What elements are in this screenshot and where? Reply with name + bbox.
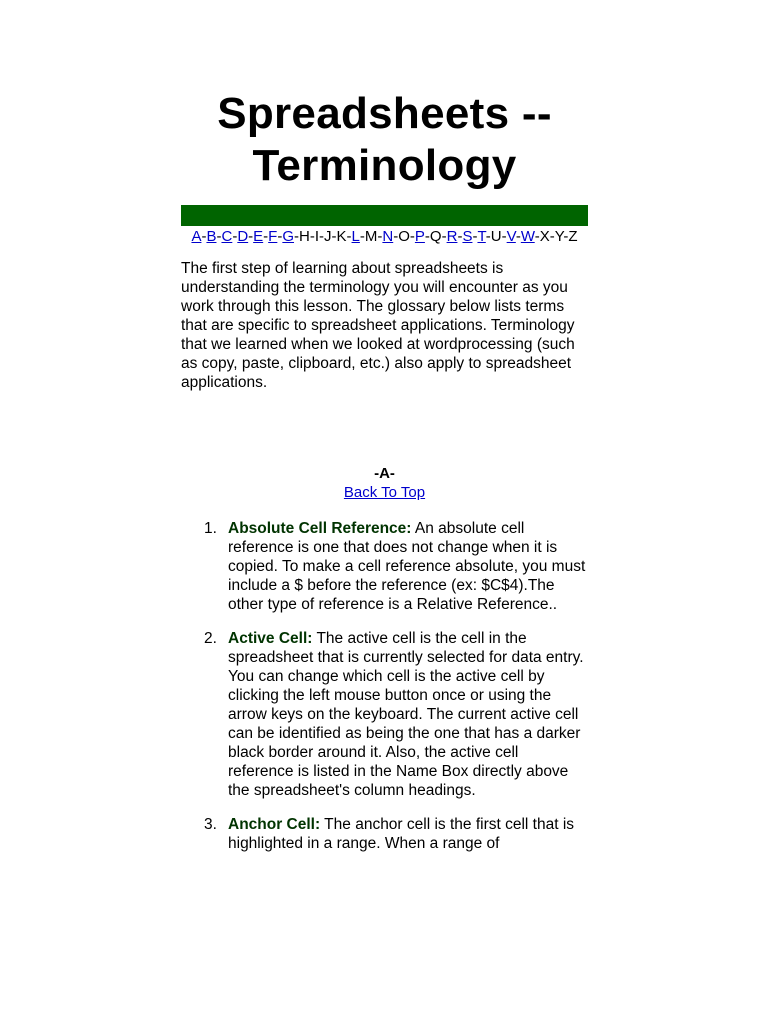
alphabet-separator: - <box>319 228 325 245</box>
alphabet-separator: - <box>549 228 555 245</box>
alphabet-separator: - <box>515 228 521 245</box>
item-number: 3. <box>204 816 217 833</box>
alphabet-separator: - <box>424 228 430 245</box>
section-header-a <box>181 464 588 502</box>
alphabet-separator: - <box>441 228 447 245</box>
alphabet-separator: - <box>232 228 238 245</box>
alphabet-link-p[interactable]: P <box>414 228 425 245</box>
alphabet-separator: - <box>534 228 540 245</box>
term-definition: An absolute cell reference is one that does not change when it is copied. To make a cell reference absolute, you must include a $ before the reference (ex: $C$4).The other type of reference is a Relative Reference.. <box>228 520 586 613</box>
item-number: 1. <box>204 520 217 537</box>
alphabet-link-e[interactable]: E <box>253 228 264 245</box>
term-name: Active Cell: <box>228 630 313 647</box>
alphabet-separator: - <box>377 228 383 245</box>
term-definition: The active cell is the cell in the spreadsheet that is currently selected for data entry. You can change which cell is the active cell by clicking the left mouse button once or using the arrow keys on the keyboard. The current active cell can be identified as being the one that has a darker black border around it. Also, the active cell reference is listed in the Name Box directly above the spreadsheet's column headings. <box>228 630 584 799</box>
alphabet-letter-u: U <box>490 228 502 245</box>
intro-paragraph: The first step of learning about spreadsheets is understanding the terminology you will encounter as you work through this lesson. The glossary below lists terms that are specific to spreadsheet applications. Terminology that we learned when we looked at wordprocessing (such as copy, paste, clipboard, etc.) also apply to spreadsheet applications. <box>181 260 575 391</box>
alphabet-separator: - <box>457 228 463 245</box>
glossary-item <box>181 815 588 853</box>
alphabet-letter-o: O <box>398 228 410 245</box>
document-page <box>181 0 588 868</box>
alphabet-separator: - <box>248 228 254 245</box>
alphabet-separator: - <box>563 228 569 245</box>
alphabet-separator: - <box>201 228 207 245</box>
alphabet-letter-q: Q <box>429 228 442 245</box>
alphabet-link-f[interactable]: F <box>268 228 278 245</box>
glossary-item <box>181 629 588 800</box>
term-definition: The anchor cell is the first cell that is highlighted in a range. When a range of <box>228 816 575 852</box>
alphabet-link-g[interactable]: G <box>282 228 295 245</box>
page-title: Spreadsheets -- Terminology <box>217 89 552 190</box>
alphabet-separator: - <box>393 228 399 245</box>
alphabet-link-v[interactable]: V <box>506 228 516 245</box>
alphabet-link-l[interactable]: L <box>351 228 360 245</box>
alphabet-link-w[interactable]: W <box>520 228 535 245</box>
alphabet-separator: - <box>485 228 491 245</box>
alphabet-link-r[interactable]: R <box>446 228 458 245</box>
title-divider-bar <box>181 205 588 226</box>
alphabet-link-b[interactable]: B <box>206 228 217 245</box>
alphabet-letter-m: M <box>364 228 378 245</box>
alphabet-letter-i: I <box>314 228 320 245</box>
alphabet-separator: - <box>263 228 269 245</box>
item-number: 2. <box>204 630 217 647</box>
alphabet-letter-k: K <box>336 228 347 245</box>
alphabet-letter-y: Y <box>554 228 564 245</box>
alphabet-separator: - <box>216 228 222 245</box>
alphabet-link-t[interactable]: T <box>477 228 486 245</box>
alphabet-letter-j: J <box>324 228 332 245</box>
section-letter: -A- <box>374 465 395 482</box>
alphabet-separator: - <box>359 228 365 245</box>
alphabet-link-n[interactable]: N <box>382 228 394 245</box>
alphabet-index <box>181 228 588 246</box>
alphabet-separator: - <box>294 228 300 245</box>
back-to-top-link[interactable]: Back To Top <box>343 484 426 501</box>
alphabet-letter-x: X <box>539 228 550 245</box>
alphabet-letter-h: H <box>299 228 310 245</box>
alphabet-separator: - <box>331 228 337 245</box>
alphabet-separator: - <box>409 228 415 245</box>
alphabet-separator: - <box>501 228 507 245</box>
alphabet-letter-z: Z <box>568 228 578 245</box>
glossary-item <box>181 519 588 614</box>
alphabet-link-d[interactable]: D <box>237 228 249 245</box>
alphabet-separator: - <box>472 228 478 245</box>
term-name: Absolute Cell Reference: <box>228 520 412 537</box>
alphabet-link-a[interactable]: A <box>191 228 202 245</box>
alphabet-separator: - <box>346 228 352 245</box>
glossary-list <box>181 519 588 853</box>
term-name: Anchor Cell: <box>228 816 321 833</box>
alphabet-link-s[interactable]: S <box>462 228 473 245</box>
alphabet-link-c[interactable]: C <box>221 228 233 245</box>
alphabet-separator: - <box>309 228 315 245</box>
alphabet-separator: - <box>277 228 283 245</box>
